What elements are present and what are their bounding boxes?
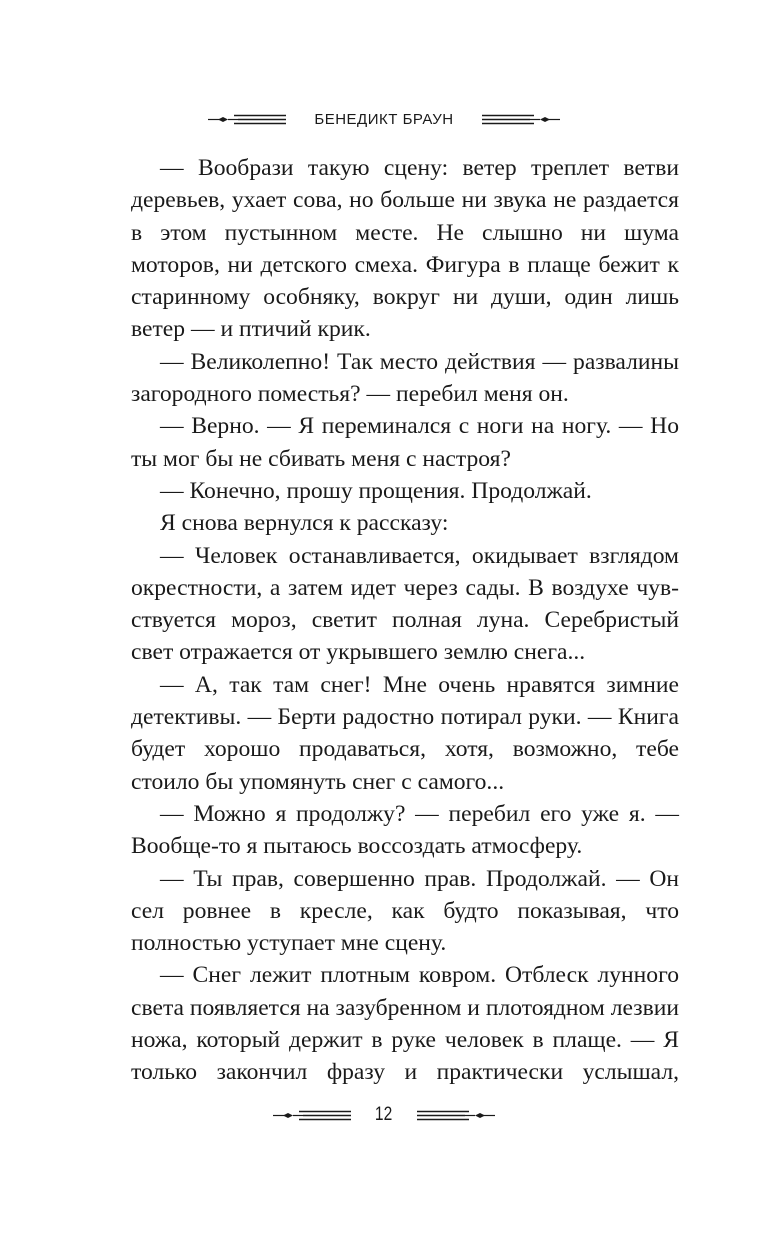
paragraph: — Снег лежит плотным ковром. Отблеск лунного света появляется на зазубренном и плотоядном лезвии ножа, который держит в руке человек в плаще. — Я только закончил фразу и практически услышал, (131, 962, 679, 1086)
paragraph: — Человек останавливается, окидывает взглядом окрестности, а затем идет через сады. В воздухе чувствуется мороз, светит полная луна. Серебристый свет отражается от укрывшего землю снега... (131, 542, 679, 666)
right-footer-ornament-icon (415, 1107, 497, 1123)
paragraph: Я снова вернулся к рассказу: (160, 510, 449, 537)
left-footer-ornament-icon (271, 1107, 353, 1123)
paragraph: — Конечно, прошу прощения. Продолжай. (160, 477, 592, 504)
body-text (131, 152, 679, 1089)
paragraph: — Верно. — Я переминался с ноги на ногу. — Но ты мог бы не сбивать меня с настроя? (131, 413, 679, 472)
page-footer (0, 1100, 768, 1130)
paragraph: — Ты прав, совершенно прав. Продолжай. — Он сел ровнее в кресле, как будто показывая, что полностью уступает мне сцену. (131, 865, 679, 957)
paragraph: — Великолепно! Так место действия — развалины загородного поместья? — перебил меня он. (131, 348, 679, 408)
book-author-header: БЕНЕДИКТ БРАУН (314, 110, 454, 128)
paragraph: — Можно я продолжу? — перебил его уже я. — Вообще-то я пытаюсь воссоздать атмосферу. (131, 800, 679, 860)
left-ornament-icon (206, 111, 288, 127)
page-number: 12 (375, 1104, 393, 1125)
paragraph: — А, так там снег! Мне очень нравятся зимние детективы. — Берти радостно потирал руки. — Книга будет хорошо продаваться, хотя, возможно, тебе стоило бы упомянуть снег с самого... (131, 671, 679, 795)
running-header (0, 104, 768, 134)
paragraph: — Вообрази такую сцену: ветер треплет ветви деревьев, ухает сова, но больше ни звука не раздается в этом пустынном месте. Не слышно ни шума моторов, ни детского смеха. Фигура в плаще бежит к старинному особняку, вокруг ни души, один лишь ветер — и птичий крик. (131, 155, 679, 343)
right-ornament-icon (480, 111, 562, 127)
